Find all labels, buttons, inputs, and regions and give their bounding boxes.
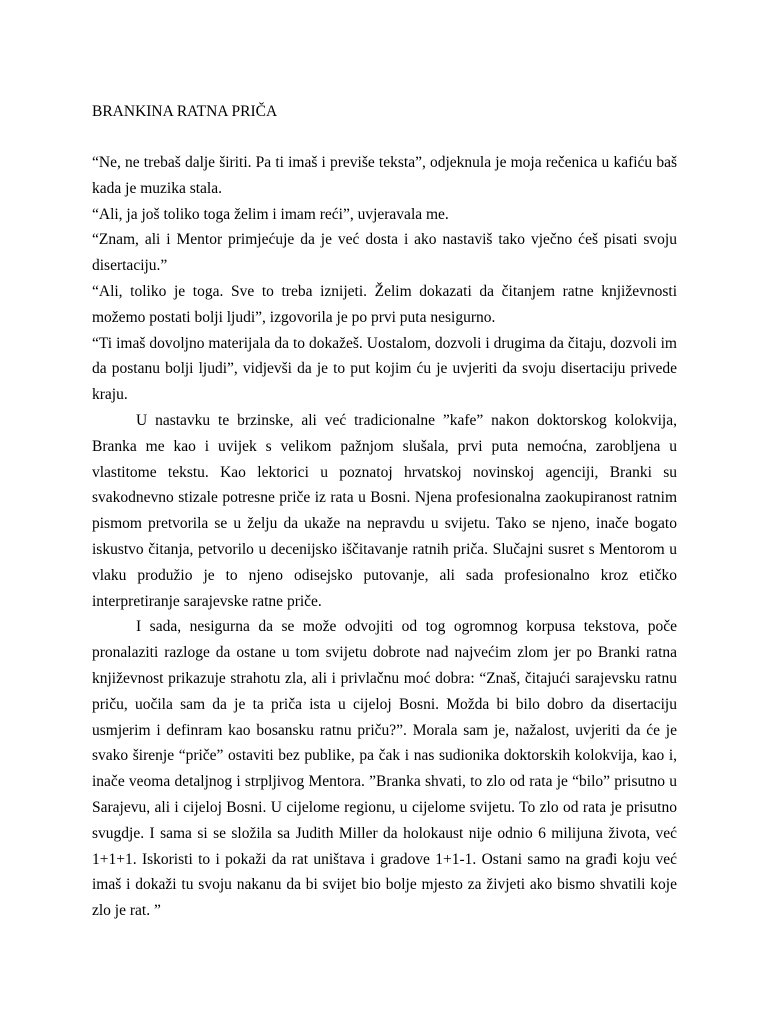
text-line: “Znam, ali i Mentor primjećuje da je već dosta i ako nastaviš tako vječno ćeš pisati svoju <box>92 231 677 249</box>
text-line: interpretiranje sarajevske ratne priče. <box>92 592 322 610</box>
text-line: U nastavku te brzinske, ali već tradicionalne ”kafe” nakon doktorskog kolokvija, <box>136 411 677 429</box>
text-line: svako širenje “priče” ostaviti bez publike, pa čak i nas sudionika doktorskih kolokvija, kao i, <box>92 747 677 765</box>
paragraph <box>92 150 677 202</box>
text-line: svugdje. I sama si se složila sa Judith Miller da holokaust nije odnio 6 milijuna života, već <box>92 824 677 842</box>
paragraph <box>92 408 677 614</box>
paragraph <box>92 202 677 228</box>
text-line: vlastitome tekstu. Kao lektorici u poznatoj hrvatskoj novinskoj agenciji, Branki su <box>92 463 677 481</box>
document-title: BRANKINA RATNA PRIČA <box>92 103 278 120</box>
text-line: priču, uočila sam da je ta priča ista u cijeloj Bosni. Možda bi bilo dobro da disertaciju <box>92 695 677 713</box>
text-line: iskustvo čitanja, petvorilo u decenijsko iščitavanje ratnih priča. Slučajni susret s Mentorom u <box>92 540 677 558</box>
text-line: književnost prikazuje strahotu zla, ali i privlačnu moć dobra: “Znaš, čitajući sarajevsku ratnu <box>92 669 677 687</box>
text-line: usmjerim i definram kao bosansku ratnu priču?”. Morala sam je, nažalost, uvjeriti da će je <box>92 721 677 739</box>
text-line: kada je muzika stala. <box>92 179 222 197</box>
text-line: I sada, nesigurna da se može odvojiti od tog ogromnog korpusa tekstova, poče <box>136 618 677 636</box>
text-line: “Ti imaš dovoljno materijala da to dokažeš. Uostalom, dozvoli i drugima da čitaju, dozvoli im <box>92 334 677 352</box>
text-line: zlo je rat. ” <box>92 902 161 920</box>
text-line: “Ne, ne trebaš dalje širiti. Pa ti imaš i previše teksta”, odjeknula je moja rečenica u kafiću baš <box>92 154 677 171</box>
text-line: kraju. <box>92 386 128 404</box>
paragraph <box>92 279 677 331</box>
text-line: vlaku produžio je to njeno odisejsko putovanje, ali sada profesionalno kroz etičko <box>92 566 677 584</box>
paragraph <box>92 227 677 279</box>
text-line: imaš i dokaži tu svoju nakanu da bi svijet bio bolje mjesto za živjeti ako bismo shvatili koje <box>92 876 677 894</box>
text-line: svakodnevno stizale potresne priče iz rata u Bosni. Njena profesionalna zaokupiranost ratnim <box>92 489 677 507</box>
paragraph <box>92 331 677 408</box>
document-body <box>92 150 677 924</box>
text-line: “Ali, ja još toliko toga želim i imam reći”, uvjeravala me. <box>92 205 449 223</box>
text-line: Sarajevu, ali i cijeloj Bosni. U cijelome regionu, u cijelome svijetu. To zlo od rata je prisutno <box>92 798 677 816</box>
text-line: možemo postati bolji ljudi”, izgovorila je po prvi puta nesigurno. <box>92 308 496 326</box>
paragraph <box>92 614 677 924</box>
text-line: disertaciju.” <box>92 257 168 275</box>
text-line: pismom pretvorila se u želju da ukaže na nepravdu u svijetu. Tako se njeno, inače bogato <box>92 515 677 533</box>
text-line: “Ali, toliko je toga. Sve to treba iznijeti. Želim dokazati da čitanjem ratne književnosti <box>92 282 677 300</box>
text-line: 1+1+1. Iskoristi to i pokaži da rat uništava i gradove 1+1-1. Ostani samo na građi koju već <box>92 850 677 868</box>
text-line: inače veoma detaljnog i strpljivog Mentora. ”Branka shvati, to zlo od rata je “bilo” prisutno u <box>92 773 677 791</box>
text-line: pronalaziti razloge da ostane u tom svijetu dobrote nad najvećim zlom jer po Branki ratna <box>92 644 677 662</box>
text-line: Branka me kao i uvijek s velikom pažnjom slušala, prvi puta nemoćna, zarobljena u <box>92 437 677 455</box>
text-line: da postanu bolji ljudi”, vidjevši da je to put kojim ću je uvjeriti da svoju disertaciju privede <box>92 360 677 378</box>
